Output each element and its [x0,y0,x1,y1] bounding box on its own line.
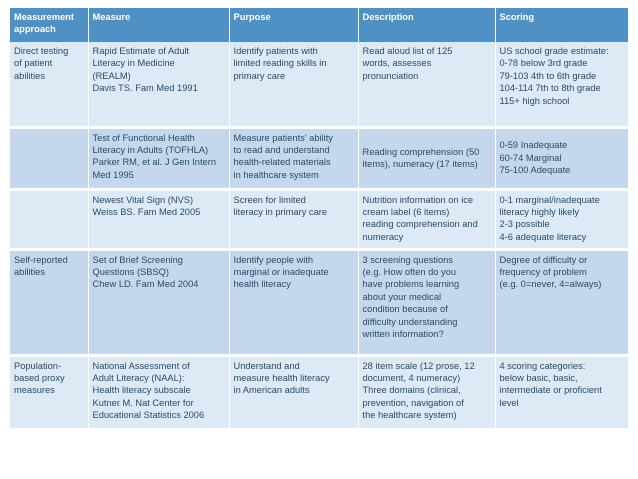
scoring-cell [495,189,628,249]
purpose-cell [229,355,358,429]
cell-line: 4 scoring categories: [499,360,586,371]
cell-line: Set of Brief Screening [92,254,183,265]
cell-line: National Assessment of [92,360,190,371]
cell-line: document, 4 numeracy) [362,372,461,383]
cell-line: below basic, basic, [499,372,578,383]
header-scoring: Scoring [495,8,628,42]
description-cell [358,127,495,189]
cell-line: 0-59 Inadequate [499,140,568,151]
description-cell [358,249,495,355]
cell-line: cream label (6 items) [362,206,450,217]
cell-line: reading comprehension and [362,219,478,230]
cell-line: frequency of problem [499,266,587,277]
cell-line: Population- [14,360,62,371]
cell-line: marginal or inadequate [233,266,329,277]
cell-line: Self-reported [14,254,68,265]
cell-line: 2-3 possible [499,219,550,230]
cell-line: in healthcare system [233,169,319,180]
table-row [10,355,628,429]
cell-line: prevention, navigation of [362,397,464,408]
table-row [10,42,628,127]
purpose-cell [229,42,358,127]
cell-line: 75-100 Adequate [499,165,571,176]
cell-line: (REALM) [92,70,131,81]
cell-line: Screen for limited [233,194,306,205]
cell-line: Literacy in Medicine [92,58,175,69]
cell-line: Reading comprehension (50 [362,146,480,157]
cell-line: 0-1 marginal/inadequate [499,194,600,205]
measure-cell [88,355,229,429]
description-cell [358,189,495,249]
cell-line: Adult Literacy (NAAL): [92,372,185,383]
cell-line: (e.g. 0=never, 4=always) [499,279,602,290]
header-row [10,8,628,42]
cell-line: Three domains (clinical, [362,385,461,396]
cell-line: Identify people with [233,254,314,265]
cell-line: condition because of [362,304,448,315]
cell-line: Understand and [233,360,300,371]
cell-line: level [499,397,519,408]
cell-line: pronunciation [362,70,419,81]
cell-line: of patient [14,58,53,69]
cell-line: words, assesses [362,58,432,69]
header-description: Description [358,8,495,42]
cell-line: about your medical [362,291,442,302]
measure-cell [88,42,229,127]
measure-cell [88,127,229,189]
cell-line: measure health literacy [233,372,330,383]
purpose-cell [229,189,358,249]
cell-line: in American adults [233,385,310,396]
cell-line: (e.g. How often do you [362,266,457,277]
cell-line: 0-78 below 3rd grade [499,58,588,69]
health-literacy-measures-table [10,8,629,431]
cell-line: Nutrition information on ice [362,194,474,205]
cell-line: Test of Functional Health [92,132,195,143]
cell-line: written information? [362,328,444,339]
scoring-cell [495,42,628,127]
cell-line: 79-103 4th to 6th grade [499,70,597,81]
measure-cell [88,189,229,249]
approach-cell [10,127,88,189]
cell-line: Davis TS. Fam Med 1991 [92,83,198,94]
cell-line: to read and understand [233,144,330,155]
cell-line: 115+ high school [499,95,570,106]
cell-line: based proxy [14,372,65,383]
cell-line: Weiss BS. Fam Med 2005 [92,206,201,217]
cell-line: 3 screening questions [362,254,453,265]
cell-line: numeracy [362,231,404,242]
measure-cell [88,249,229,355]
cell-line: abilities [14,266,46,277]
cell-line: Identify patients with [233,46,318,56]
cell-line: limited reading skills in [233,58,327,69]
cell-line: Degree of difficulty or [499,254,588,265]
cell-line: Direct testing [14,46,69,56]
header-approach: Measurement approach [10,8,88,42]
scoring-cell [495,127,628,189]
table-row [10,249,628,355]
scoring-cell [495,249,628,355]
description-cell [358,42,495,127]
cell-line: Chew LD. Fam Med 2004 [92,279,199,290]
cell-line: literacy highly likely [499,206,580,217]
cell-line: Read aloud list of 125 [362,46,453,56]
description-cell [358,355,495,429]
cell-line: 28 item scale (12 prose, 12 [362,360,475,371]
cell-line: Rapid Estimate of Adult [92,46,190,56]
cell-line: 4-6 adequate literacy [499,231,587,242]
cell-line: Health literacy subscale [92,385,191,396]
cell-line: health literacy [233,279,291,290]
approach-cell [10,42,88,127]
purpose-cell [229,127,358,189]
approach-cell [10,189,88,249]
cell-line: intermediate or proficient [499,385,602,396]
cell-line: literacy in primary care [233,206,328,217]
cell-line: Measure patients' ability [233,132,333,143]
cell-line: US school grade estimate: [499,46,609,56]
cell-line: 60-74 Marginal [499,152,562,163]
table-row [10,127,628,189]
header-measure: Measure [88,8,229,42]
cell-line: the healthcare system) [362,410,457,421]
cell-line: have problems learning [362,279,460,290]
cell-line: 104-114 7th to 8th grade [499,83,601,94]
cell-line: Kutner M. Nat Center for [92,397,194,408]
cell-line: Med 1995 [92,169,134,180]
cell-line: difficulty understanding [362,316,458,327]
cell-line: health-related materials [233,157,331,168]
table-row [10,189,628,249]
header-purpose: Purpose [229,8,358,42]
cell-line: abilities [14,70,46,81]
cell-line: Parker RM, et al. J Gen Intern [92,157,216,168]
cell-line: primary care [233,70,286,81]
cell-line: Literacy in Adults (TOFHLA) [92,144,209,155]
cell-line: Questions (SBSQ) [92,266,169,277]
scoring-cell [495,355,628,429]
approach-cell [10,249,88,355]
cell-line: Newest Vital Sign (NVS) [92,194,194,205]
cell-line: measures [14,385,55,396]
cell-line: items), numeracy (17 items) [362,159,478,169]
cell-line: Educational Statistics 2006 [92,410,205,421]
approach-cell [10,355,88,429]
purpose-cell [229,249,358,355]
